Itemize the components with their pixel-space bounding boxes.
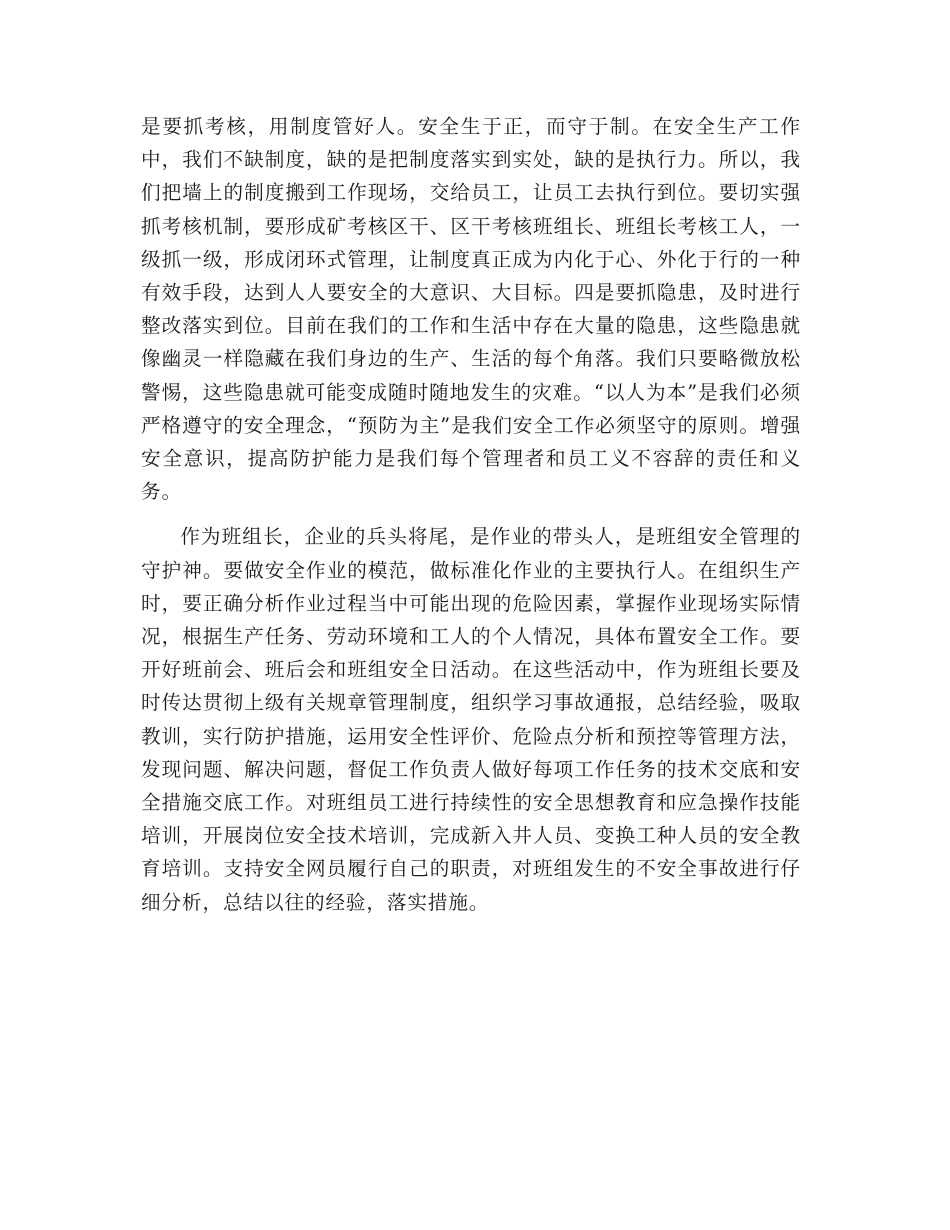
paragraph-team-leader: 作为班组长，企业的兵头将尾，是作业的带头人，是班组安全管理的守护神。要做安全作业的模范，做标准化作业的主要执行人。在组织生产时，要正确分析作业过程当中可能出现的危险因素，掌握作业现场实际情况，根据生产任务、劳动环境和工人的个人情况，具体布置安全工作。要开好班前会、班后会和班组安全日活动。在这些活动中，作为班组长要及时传达贯彻上级有关规章管理制度，组织学习事故通报，总结经验，吸取教训，实行防护措施，运用安全性评价、危险点分析和预控等管理方法，发现问题、解决问题，督促工作负责人做好每项工作任务的技术交底和安全措施交底工作。对班组员工进行持续性的安全思想教育和应急操作技能培训，开展岗位安全技术培训，完成新入井人员、变换工种人员的安全教育培训。支持安全网员履行自己的职责，对班组发生的不安全事故进行仔细分析，总结以往的经验，落实措施。 [141,525,801,914]
paragraph-continuation: 是要抓考核，用制度管好人。安全生于正，而守于制。在安全生产工作中，我们不缺制度，缺的是把制度落实到实处，缺的是执行力。所以，我们把墙上的制度搬到工作现场，交给员工，让员工去执行到位。要切实强抓考核机制，要形成矿考核区干、区干考核班组长、班组长考核工人，一级抓一级，形成闭环式管理，让制度真正成为内化于心、外化于行的一种有效手段，达到人人要安全的大意识、大目标。四是要抓隐患，及时进行整改落实到位。目前在我们的工作和生活中存在大量的隐患，这些隐患就像幽灵一样隐藏在我们身边的生产、生活的每个角落。我们只要略微放松警惕，这些隐患就可能变成随时随地发生的灾难。“以人为本”是我们必须严格遵守的安全理念，“预防为主”是我们安全工作必须坚守的原则。增强安全意识，提高防护能力是我们每个管理者和员工义不容辞的责任和义务。 [141,115,801,504]
document-body [141,110,801,919]
